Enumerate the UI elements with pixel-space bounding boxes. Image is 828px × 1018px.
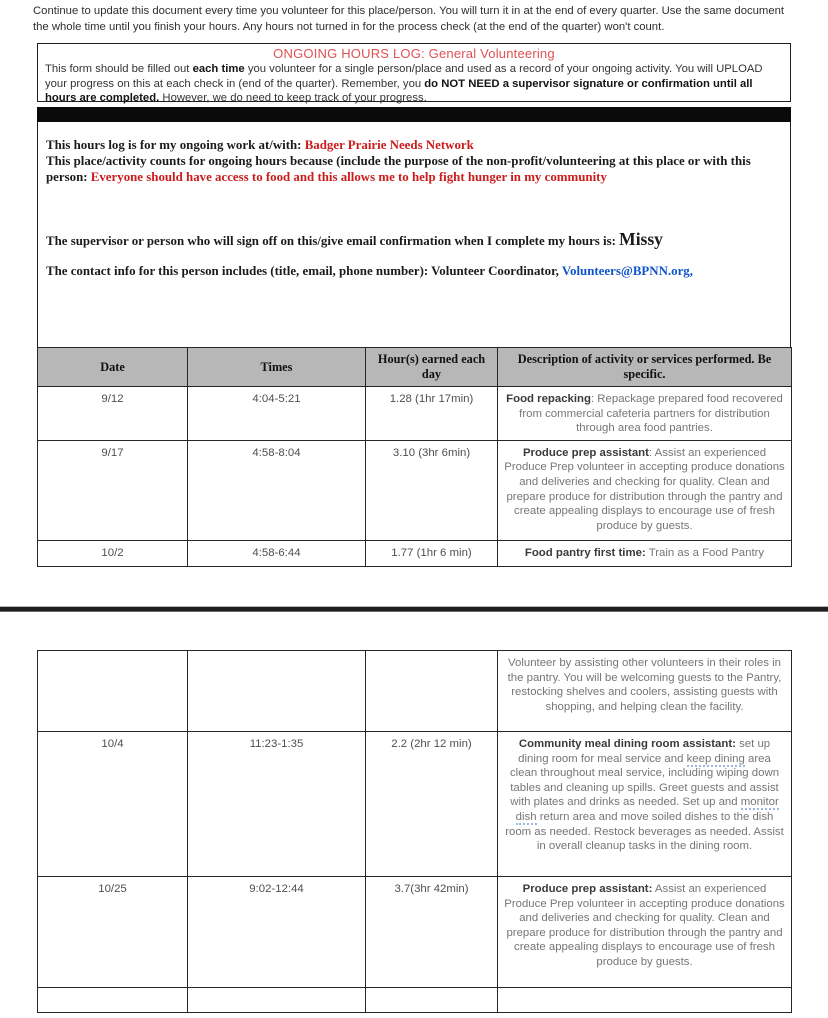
text-segment: do NOT NEED a supervisor signature or confirmation until all hours are completed. xyxy=(45,77,753,105)
purpose-line xyxy=(46,154,782,186)
log-row xyxy=(38,440,792,540)
contact-line xyxy=(46,263,782,279)
text-segment: area clean throughout meal service, including wiping down tables and cleaning up spills. Greet guests and assist with plates and drinks as needed. Set up and xyxy=(509,752,780,809)
text-segment: This form should be filled out xyxy=(45,63,193,75)
text-segment: Train as a Food Pantry xyxy=(645,546,765,559)
page-break-divider xyxy=(0,606,828,612)
text-segment: Community meal dining room assistant: xyxy=(518,738,736,750)
date-cell: 9/17 xyxy=(38,440,188,540)
log-row xyxy=(38,651,792,732)
text-segment: : Assist an experienced Produce Prep volunteer in accepting produce donations and deliveries and checking for quality. Clean and prepare produce for distribution through the pantry and create appealing displays to encourage use of fresh produce by guests. xyxy=(504,446,785,532)
text-segment: Produce prep assistant xyxy=(522,446,649,459)
hours-cell xyxy=(366,651,498,732)
text-segment: Food pantry first time: xyxy=(524,546,646,559)
purpose-statement: Everyone should have access to food and this allows me to help fight hunger in my community xyxy=(90,169,607,184)
times-cell: 4:58-8:04 xyxy=(188,440,366,540)
times-cell: 4:58-6:44 xyxy=(188,540,366,566)
date-cell: 10/2 xyxy=(38,540,188,566)
organization-name: Badger Prairie Needs Network xyxy=(304,138,474,152)
description-cell xyxy=(498,877,792,988)
text-segment: This hours log is for my ongoing work at/with: xyxy=(46,138,305,152)
log-info-lines xyxy=(46,138,782,185)
description-cell xyxy=(498,651,792,732)
text-segment: The contact info for this person includes (title, email, phone number): Volunteer Coordinator, xyxy=(46,264,562,279)
instructions-box xyxy=(37,43,791,105)
hours-cell: 1.28 (1hr 17min) xyxy=(366,387,498,441)
hours-cell xyxy=(366,988,498,1013)
log-row xyxy=(38,732,792,877)
email-link[interactable]: Volunteers@BPNN.org, xyxy=(561,264,693,279)
supervisor-name: Missy xyxy=(619,229,663,250)
description-cell xyxy=(498,988,792,1013)
form-instructions xyxy=(45,62,783,106)
hours-cell: 2.2 (2hr 12 min) xyxy=(366,732,498,877)
update-instructions-note: Continue to update this document every time you volunteer for this place/person. You will turn it in at the end of every quarter. Use the same document the whole time until you finish your hours. Any hours not turned in for the process check (at the end of the quarter) won't count. xyxy=(33,5,785,33)
text-segment: each time xyxy=(192,63,245,75)
hours-cell: 3.10 (3hr 6min) xyxy=(366,440,498,540)
log-info-section xyxy=(37,122,791,347)
text-segment: Assist an experienced Produce Prep volunteer in accepting produce donations and deliveries and checking for quality. Clean and prepare produce for distribution through the pantry and create appealing displays to encourage use of fresh produce by guests. xyxy=(504,883,785,968)
times-cell: 9:02-12:44 xyxy=(188,877,366,988)
header-description: Description of activity or services performed. Be specific. xyxy=(498,348,792,387)
header-times: Times xyxy=(188,348,366,387)
hours-cell: 1.77 (1hr 6 min) xyxy=(366,540,498,566)
text-segment: keep dining xyxy=(686,752,745,765)
organization-line xyxy=(46,138,782,154)
text-segment: monitor dish xyxy=(515,796,779,823)
header-date: Date xyxy=(38,348,188,387)
form-title: ONGOING HOURS LOG: General Volunteering xyxy=(273,46,555,61)
black-divider-bar xyxy=(37,107,791,122)
description-cell xyxy=(498,387,792,441)
text-segment: : Repackage prepared food recovered from commercial cafeteria partners for distribution through area food pantries. xyxy=(519,393,783,435)
description-cell xyxy=(498,540,792,566)
log-row xyxy=(38,877,792,988)
log-row xyxy=(38,988,792,1013)
text-segment: return area and move soiled dishes to the dish room as needed. Restock beverages as needed. Assist in overall cleanup tasks in the dining room. xyxy=(505,810,784,853)
times-cell xyxy=(188,651,366,732)
header-hours: Hour(s) earned each day xyxy=(366,348,498,387)
text-segment: Volunteer by assisting other volunteers in their roles in the pantry. You will be welcoming guests to the Pantry, restocking shelves and coolers, assisting guests with shopping, and helping clean the facility. xyxy=(507,657,782,713)
times-cell: 4:04-5:21 xyxy=(188,387,366,441)
description-cell xyxy=(498,440,792,540)
description-cell xyxy=(498,732,792,877)
log-row xyxy=(38,387,792,441)
date-cell: 10/25 xyxy=(38,877,188,988)
log-row xyxy=(38,540,792,566)
text-segment: set up dining room for meal service and xyxy=(518,738,771,765)
hours-cell: 3.7(3hr 42min) xyxy=(366,877,498,988)
supervisor-line xyxy=(46,231,782,250)
date-cell: 9/12 xyxy=(38,387,188,441)
hours-log-table-page2 xyxy=(37,650,792,1013)
date-cell xyxy=(38,651,188,732)
text-segment: However, we do need to keep track of your progress. xyxy=(159,92,427,105)
date-cell: 10/4 xyxy=(38,732,188,877)
times-cell xyxy=(188,988,366,1013)
text-segment: The supervisor or person who will sign off on this/give email confirmation when I complete my hours is: xyxy=(46,234,620,249)
hours-log-table-page1 xyxy=(37,347,792,567)
date-cell xyxy=(38,988,188,1013)
text-segment: This place/activity counts for ongoing hours because (include the purpose of the non-profit/volunteering at this place or with this person: xyxy=(46,153,751,184)
header-row xyxy=(38,348,792,387)
text-segment: you volunteer for a single person/place and used as a record of your ongoing activity. You will UPLOAD your progress on this at each check in (end of the quarter). Remember, you xyxy=(45,63,763,90)
times-cell: 11:23-1:35 xyxy=(188,732,366,877)
text-segment: Produce prep assistant: xyxy=(522,883,653,895)
text-segment: Food repacking xyxy=(506,393,591,405)
